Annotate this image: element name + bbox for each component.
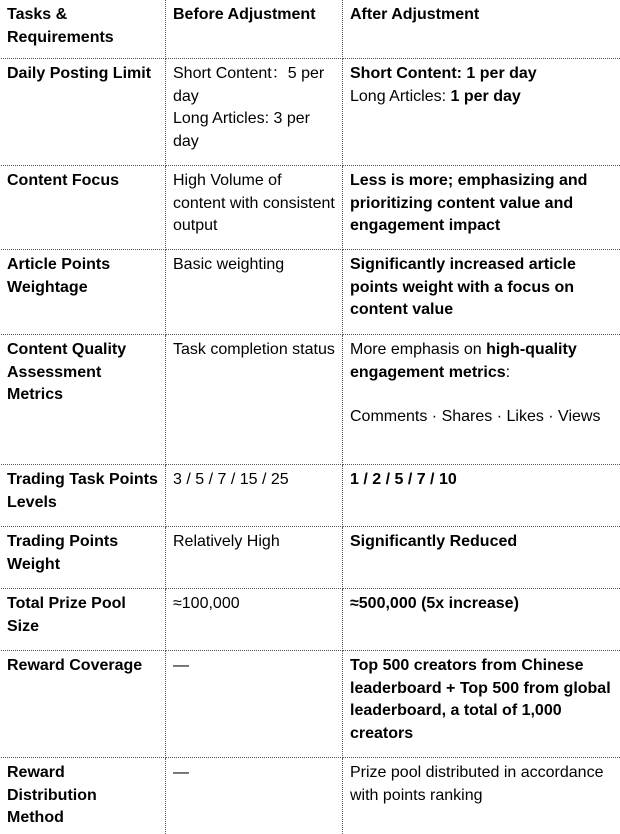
before-cell: ≈100,000 xyxy=(166,589,343,651)
after-suffix: : xyxy=(505,363,511,381)
table-row xyxy=(0,59,620,166)
header-row xyxy=(0,0,620,59)
after-cell: Top 500 creators from Chinese leaderboard + Top 500 from global leaderboard, a total of 1,000 creators xyxy=(343,651,620,758)
table-row xyxy=(0,465,620,527)
after-cell: Significantly increased article points weight with a focus on content value xyxy=(343,250,620,335)
task-cell: Content Focus xyxy=(0,166,166,250)
after-cell: ≈500,000 (5x increase) xyxy=(343,589,620,651)
task-cell: Total Prize Pool Size xyxy=(0,589,166,651)
table-row xyxy=(0,335,620,465)
before-cell: Task completion status xyxy=(166,335,343,465)
before-line: Long Articles: 3 per day xyxy=(173,110,310,150)
table-row xyxy=(0,527,620,589)
before-cell: High Volume of content with consistent output xyxy=(166,166,343,250)
task-cell: Reward Coverage xyxy=(0,651,166,758)
after-cell xyxy=(343,335,620,465)
task-cell: Reward Distribution Method xyxy=(0,758,166,834)
before-cell: — xyxy=(166,651,343,758)
task-cell: Content Quality Assessment Metrics xyxy=(0,335,166,465)
task-cell: Article Points Weightage xyxy=(0,250,166,335)
table-row xyxy=(0,250,620,335)
after-line-bold: 1 per day xyxy=(450,87,521,105)
table-row xyxy=(0,758,620,834)
before-cell: Relatively High xyxy=(166,527,343,589)
after-bold: high-quality engagement metrics xyxy=(350,341,577,381)
engagement-metrics: Comments · Shares · Likes · Views xyxy=(350,408,601,425)
task-cell: Daily Posting Limit xyxy=(0,59,166,166)
after-cell: Prize pool distributed in accordance with points ranking xyxy=(343,758,620,834)
after-cell: Less is more; emphasizing and prioritizing content value and engagement impact xyxy=(343,166,620,250)
table-row xyxy=(0,166,620,250)
after-cell: Significantly Reduced xyxy=(343,527,620,589)
header-after: After Adjustment xyxy=(343,0,620,59)
table-row xyxy=(0,651,620,758)
before-cell: Basic weighting xyxy=(166,250,343,335)
table-row xyxy=(0,589,620,651)
before-line: Short Content：5 per day xyxy=(173,65,325,105)
after-line: Short Content: 1 per day xyxy=(350,65,537,82)
before-cell: 3 / 5 / 7 / 15 / 25 xyxy=(166,465,343,527)
before-cell xyxy=(166,59,343,166)
before-cell: — xyxy=(166,758,343,834)
task-cell: Trading Points Weight xyxy=(0,527,166,589)
after-cell xyxy=(343,59,620,166)
header-before: Before Adjustment xyxy=(166,0,343,59)
after-cell: 1 / 2 / 5 / 7 / 10 xyxy=(343,465,620,527)
after-line-prefix: Long Articles: xyxy=(350,87,451,105)
after-prefix: More emphasis on xyxy=(350,341,487,358)
header-tasks: Tasks & Requirements xyxy=(0,0,166,59)
task-cell: Trading Task Points Levels xyxy=(0,465,166,527)
